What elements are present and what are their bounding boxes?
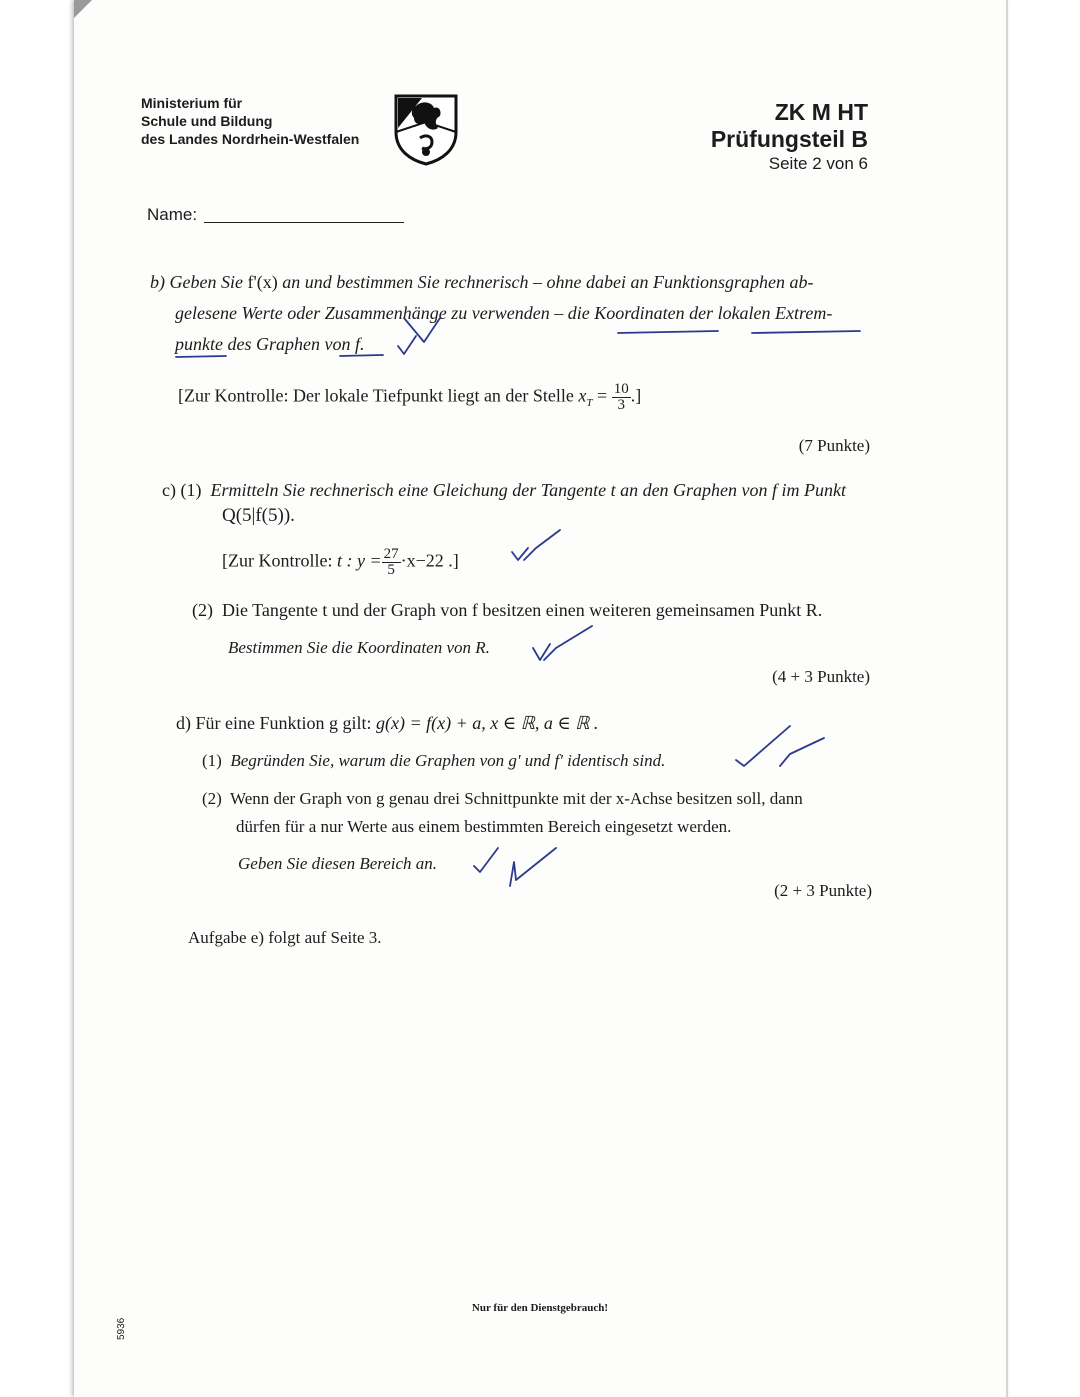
task-b-line-2: gelesene Werte oder Zusammenhänge zu verwenden – die Koordinaten der lokalen Extrem- (175, 303, 833, 323)
task-b-line-1 (150, 272, 813, 293)
fraction-denominator: 3 (617, 397, 625, 413)
task-c1-control-prefix: [Zur Kontrolle: (222, 550, 337, 571)
task-b-control-text: [Zur Kontrolle: Der lokale Tiefpunkt liegt an der Stelle (178, 385, 579, 406)
task-c1-control (222, 547, 459, 578)
name-label: Name: (147, 205, 198, 224)
task-c1-text: Ermitteln Sie rechnerisch eine Gleichung der Tangente t an den Graphen von f im Punkt (210, 480, 847, 500)
task-d2-task: Geben Sie diesen Bereich an. (238, 854, 438, 873)
side-code: 5936 (116, 1317, 127, 1340)
task-c1-control-rest: ·x−22 .] (400, 550, 459, 571)
task-b-control-fraction (612, 382, 631, 413)
task-b-control-var: x (578, 385, 587, 406)
task-d1-text: Begründen Sie, warum die Graphen von g' und f' identisch sind. (230, 751, 666, 770)
ministry-block (141, 94, 359, 148)
task-c1-control-fraction (382, 547, 401, 578)
footer-note: Nur für den Dienstgebrauch! (471, 1302, 609, 1314)
task-d2-label: (2) (202, 789, 222, 808)
task-b-points: (7 Punkte) (798, 436, 870, 455)
task-d2-line-1 (202, 789, 803, 809)
task-c1-control-eq: t : y = (336, 550, 382, 571)
fraction-numerator: 10 (613, 381, 629, 397)
task-b-control: [Zur Kontrolle: Der lokale Tiefpunkt liegt an der Stelle $x_T$ = $\frac{10}{3}$ .] (178, 381, 642, 413)
task-c1-line (162, 480, 846, 501)
task-b-control-end: .] (630, 385, 642, 406)
page-corner (74, 0, 92, 18)
name-field-line[interactable] (204, 222, 404, 223)
nrw-crest-icon (392, 92, 460, 166)
task-b-rest: an und bestimmen Sie rechnerisch – ohne dabei an Funktionsgraphen ab- (277, 272, 814, 292)
task-c-points: (4 + 3 Punkte) (772, 667, 870, 686)
task-d-intro-text: d) Für eine Funktion g gilt: (176, 713, 376, 733)
task-b-line-3: punkte des Graphen von f. (175, 334, 365, 354)
fraction-denominator: 5 (387, 562, 395, 578)
task-d2-line-2: dürfen für a nur Werte aus einem bestimmten Bereich eingesetzt werden. (236, 817, 732, 836)
task-d-intro (176, 713, 598, 734)
task-c1-point: Q(5|f(5)). (222, 505, 295, 526)
ministry-line-2: Schule und Bildung (141, 113, 273, 129)
ministry-line-1: Ministerium für (141, 95, 243, 111)
task-d1-label: (1) (202, 751, 222, 770)
task-d1-line (202, 751, 665, 771)
task-c2-line (192, 600, 822, 621)
task-c2-task: Bestimmen Sie die Koordinaten von R. (228, 638, 490, 657)
task-c1-label: c) (1) (162, 480, 202, 500)
fraction-numerator: 27 (383, 546, 399, 562)
task-b-prefix: b) Geben Sie (150, 272, 248, 292)
task-d2-text-1: Wenn der Graph von g genau drei Schnittpunkte mit der x-Achse besitzen soll, dann (230, 789, 803, 808)
followup-note: Aufgabe e) folgt auf Seite 3. (188, 928, 382, 947)
task-b-control-sub: T (586, 397, 593, 410)
task-c2-label: (2) (192, 600, 213, 620)
exam-code: ZK M HT (774, 99, 868, 125)
task-b-fprime: f'(x) (247, 272, 278, 292)
exam-page (74, 0, 1008, 1397)
ministry-line-3: des Landes Nordrhein-Westfalen (141, 131, 360, 147)
task-d-points: (2 + 3 Punkte) (774, 881, 872, 900)
page-info: Seite 2 von 6 (768, 154, 868, 173)
task-d-formula: g(x) = f(x) + a, x ∈ ℝ, a ∈ ℝ . (376, 713, 599, 733)
task-c2-text: Die Tangente t und der Graph von f besitzen einen weiteren gemeinsamen Punkt R. (222, 600, 823, 620)
exam-part: Prüfungsteil B (710, 126, 868, 152)
